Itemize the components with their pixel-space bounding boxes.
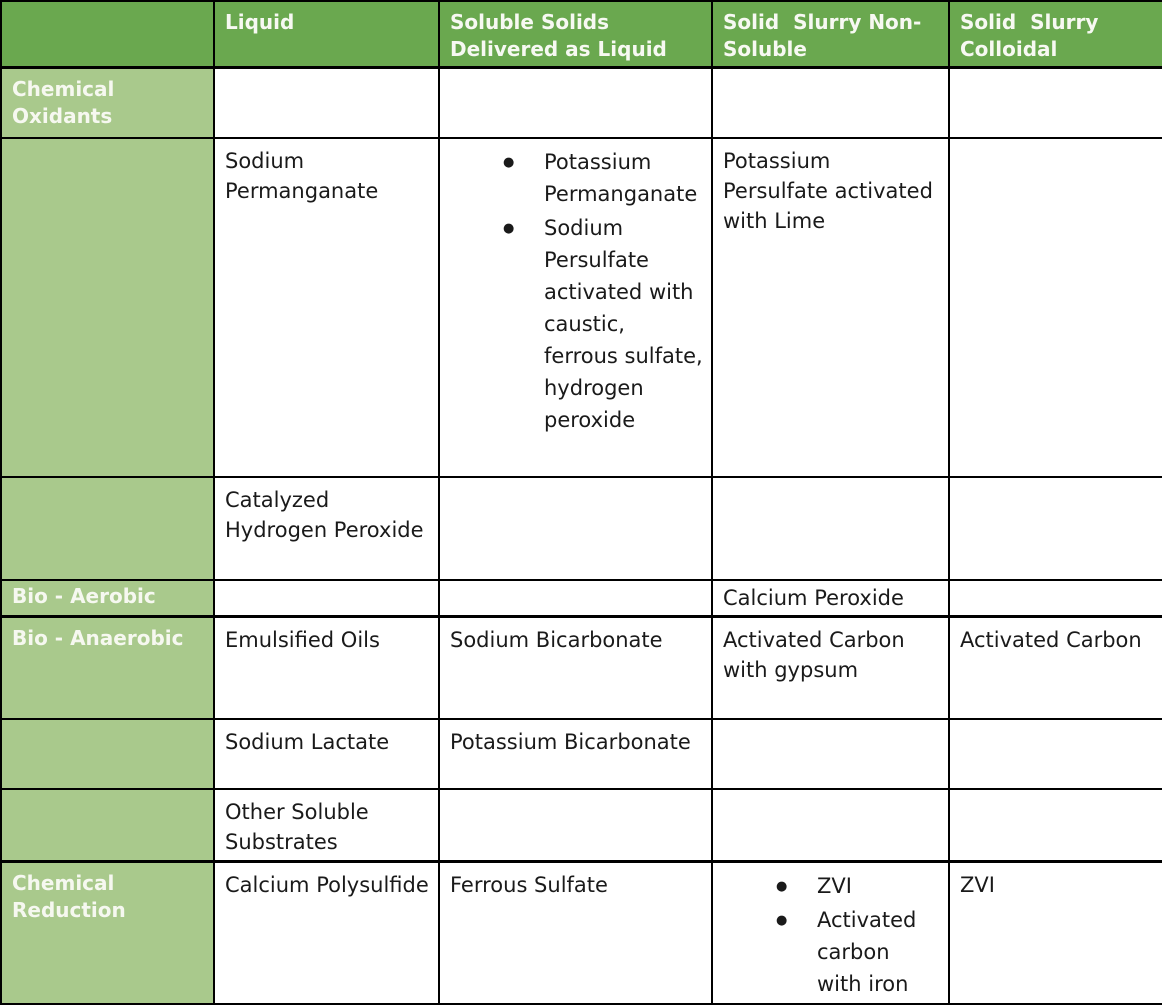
table-cell xyxy=(439,580,712,617)
table-cell xyxy=(712,862,949,1005)
table-cell: Other Soluble Substrates xyxy=(214,789,439,862)
table-cell: Activated Carbon xyxy=(949,616,1162,719)
row-label-cell: Bio - Anaerobic xyxy=(1,616,214,719)
bullet-item: ● Sodium Persulfate activated with caustic, ferrous sulfate, hydrogen peroxide xyxy=(450,212,703,436)
table-cell xyxy=(439,477,712,580)
table-cell: Potassium Bicarbonate xyxy=(439,719,712,789)
table-row xyxy=(1,719,1162,789)
table-cell xyxy=(949,580,1162,617)
table-cell xyxy=(949,68,1162,138)
table-cell xyxy=(949,789,1162,862)
table-cell xyxy=(214,580,439,617)
bullet-list xyxy=(450,146,703,436)
row-label-cell: Chemical Reduction xyxy=(1,862,214,1005)
table-cell: Ferrous Sulfate xyxy=(439,862,712,1005)
table-row xyxy=(1,616,1162,719)
table-cell: Activated Carbon with gypsum xyxy=(712,616,949,719)
table-cell xyxy=(439,68,712,138)
table-cell: Sodium Bicarbonate xyxy=(439,616,712,719)
row-label-cell xyxy=(1,138,214,477)
table-cell xyxy=(439,138,712,477)
row-label-cell xyxy=(1,789,214,862)
table-cell: Catalyzed Hydrogen Peroxide xyxy=(214,477,439,580)
header-corner-cell xyxy=(1,1,214,68)
table-cell: Emulsified Oils xyxy=(214,616,439,719)
bullet-item: ● Activated carbon with iron xyxy=(723,904,940,1000)
table-cell xyxy=(712,68,949,138)
header-cell-liquid: Liquid xyxy=(214,1,439,68)
table-cell: Calcium Polysulfide xyxy=(214,862,439,1005)
table-row xyxy=(1,580,1162,617)
table-row xyxy=(1,789,1162,862)
bullet-list xyxy=(723,870,940,1000)
row-label-cell xyxy=(1,477,214,580)
table-cell: Calcium Peroxide xyxy=(712,580,949,617)
table-cell xyxy=(712,477,949,580)
table-row xyxy=(1,68,1162,138)
header-row xyxy=(1,1,1162,68)
row-label-cell: Bio - Aerobic xyxy=(1,580,214,617)
table-cell xyxy=(949,719,1162,789)
table-cell xyxy=(214,68,439,138)
table-cell: Sodium Permanganate xyxy=(214,138,439,477)
header-cell-solid-slurry-colloidal: Solid Slurry Colloidal xyxy=(949,1,1162,68)
row-label-cell xyxy=(1,719,214,789)
table-cell xyxy=(439,789,712,862)
row-label-cell: Chemical Oxidants xyxy=(1,68,214,138)
table-row xyxy=(1,477,1162,580)
table-row xyxy=(1,138,1162,477)
table-cell xyxy=(712,789,949,862)
table-cell xyxy=(949,477,1162,580)
table-body xyxy=(1,68,1162,1005)
table-cell xyxy=(949,138,1162,477)
table-cell xyxy=(712,719,949,789)
table-cell: ZVI xyxy=(949,862,1162,1005)
header-cell-solid-slurry-non-soluble: Solid Slurry Non-Soluble xyxy=(712,1,949,68)
bullet-item: ● Potassium Permanganate xyxy=(450,146,703,210)
bullet-item: ● ZVI xyxy=(723,870,940,902)
table-cell: Sodium Lactate xyxy=(214,719,439,789)
table-cell: Potassium Persulfate activated with Lime xyxy=(712,138,949,477)
header-cell-soluble-solids: Soluble Solids Delivered as Liquid xyxy=(439,1,712,68)
table-row xyxy=(1,862,1162,1005)
